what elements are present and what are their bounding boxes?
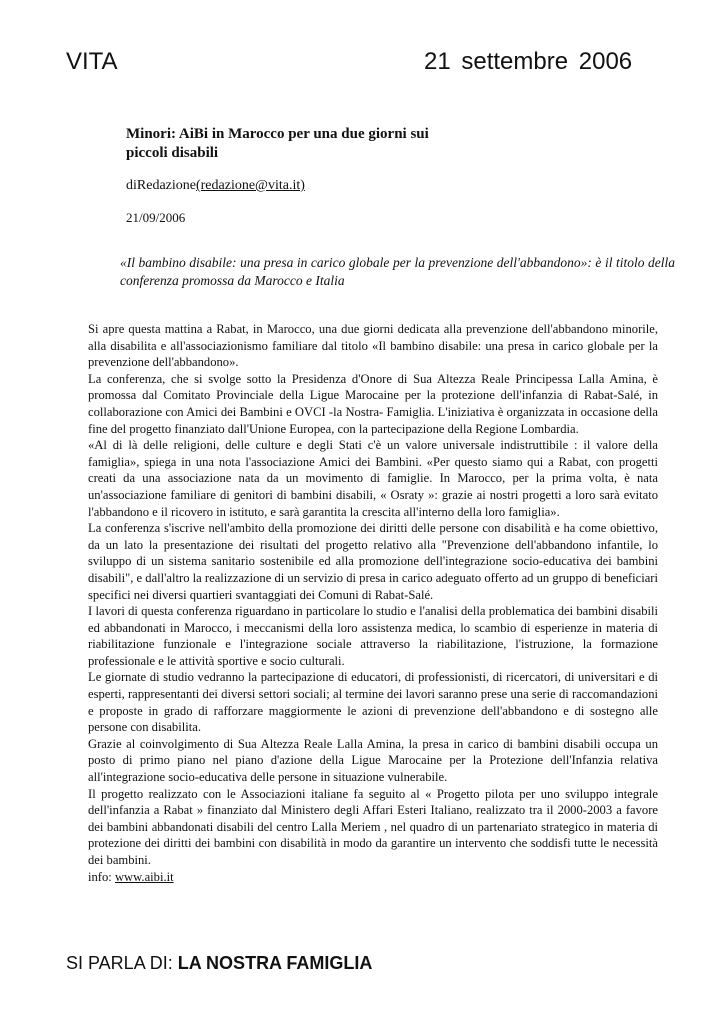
article-lede: «Il bambino disabile: una presa in carico globale per la prevenzione dell'abbandono»: è il titolo della conferenza promossa da Marocco e Italia [120,255,675,288]
topic-footer [66,953,372,974]
paragraph: La conferenza s'iscrive nell'ambito della promozione dei diritti delle persone con disabilità e ha come obiettivo, da un lato la presentazione dei risultati del progetto relativo alla "Prevenzione dell'abbandono infantile, lo sviluppo di un sistema sanitario sostenibile ed alla promozione dell'integrazione socio-educativa dei bambini disabili", e dall'altro la realizzazione di un servizio di presa in carico adeguato offerto ad un gruppo di beneficiari specifici nei diversi quartieri svantaggiati dei Comuni di Rabat-Salé. [88,521,658,602]
publication-date: 21 settembre 2006 [424,48,633,75]
paragraph: Il progetto realizzato con le Associazioni italiane fa seguito al « Progetto pilota per uno sviluppo integrale dell'infanzia a Rabat » finanziato dal Ministero degli Affari Esteri Italiano, realizzato tra il 2000-2003 a favore dei bambini abbandonati disabili del centro Lalla Meriem , nel quadro di un partenariato strategico in materia di protezione dei diritti dei bambini con disabilità in modo da garantire un intervento che soddisfi tutte le necessità dei bambini. [88,786,658,867]
author-name: Redazione [136,178,196,193]
byline-prefix: di [126,178,137,193]
info-label: info: [88,869,112,884]
topic-label: SI PARLA DI: [66,953,173,973]
byline [126,178,305,194]
paragraph: La conferenza, che si svolge sotto la Presidenza d'Onore di Sua Altezza Reale Principessa Lalla Amina, è promossa dal Comitato Provinciale della Ligue Marocaine per la protezione dell'infanzia di Rabat-Salé, in collaborazione con Amici dei Bambini e OVCI -la Nostra- Famiglia. L'iniziativa è organizzata in occasione della fine del progetto finanziato dall'Unione Europea, con la partecipazione della Regione Lombardia. [88,371,658,436]
topic-name: LA NOSTRA FAMIGLIA [177,953,373,973]
article-title: Minori: AiBi in Marocco per una due giorni sui piccoli disabili [126,126,429,161]
paragraph: Le giornate di studio vedranno la partecipazione di educatori, di professionisti, di ricercatori, di universitari e di esperti, rappresentanti dei diversi settori sociali; al termine dei lavori saranno prese una serie di raccomandazioni e proposte in grado di rafforzare maggiormente le azioni di prevenzione dell'abbandono e di sostegno alle persone con disabilita. [88,670,658,735]
author-email-link[interactable]: (redazione@vita.it) [195,178,305,193]
paragraph: Si apre questa mattina a Rabat, in Marocco, una due giorni dedicata alla prevenzione dell'abbandono minorile, alla disabilita e all'associazionismo familiare dal titolo «Il bambino disabile: una presa in carico globale per la prevenzione dell'abbandono». [88,322,658,370]
info-link[interactable]: www.aibi.it [114,869,174,884]
article-body [88,321,658,885]
article-date: 21/09/2006 [126,210,186,225]
paragraph: Grazie al coinvolgimento di Sua Altezza Reale Lalla Amina, la presa in carico di bambini disabili occupa un posto di primo piano nel piano d'azione della Ligue Marocaine per la Protezione dell'Infanzia relativa all'integrazione socio-educativa delle persone in situazione vulnerabile. [88,736,658,785]
info-line [88,869,658,886]
publication-name: VITA [66,48,118,75]
paragraph: I lavori di questa conferenza riguardano in particolare lo studio e l'analisi della problematica dei bambini disabili ed abbandonati in Marocco, i meccanismi della loro assistenza medica, lo scambio di esperienze in materia di riabilitazione funzionale e l'integrazione sociale attraverso la riabilitazione, l'istruzione, la formazione professionale e le attività sportive e socio culturali. [88,604,658,668]
paragraph: «Al di là delle religioni, delle culture e degli Stati c'è un valore universale indistruttibile : il valore della famiglia», spiega in una nota l'associazione Amici dei Bambini. «Per questo siamo qui a Rabat, con progetti creati da una associazione nata da un movimento di famiglie. In Marocco, per la prima volta, è nata un'associazione familiare di genitori di bambini disabili, « Osraty »: grazie ai nostri progetti a loro sarà evitato l'abbandono e il ricovero in istituto, e sarà garantita la crescita all'interno della loro famiglia». [88,438,658,519]
